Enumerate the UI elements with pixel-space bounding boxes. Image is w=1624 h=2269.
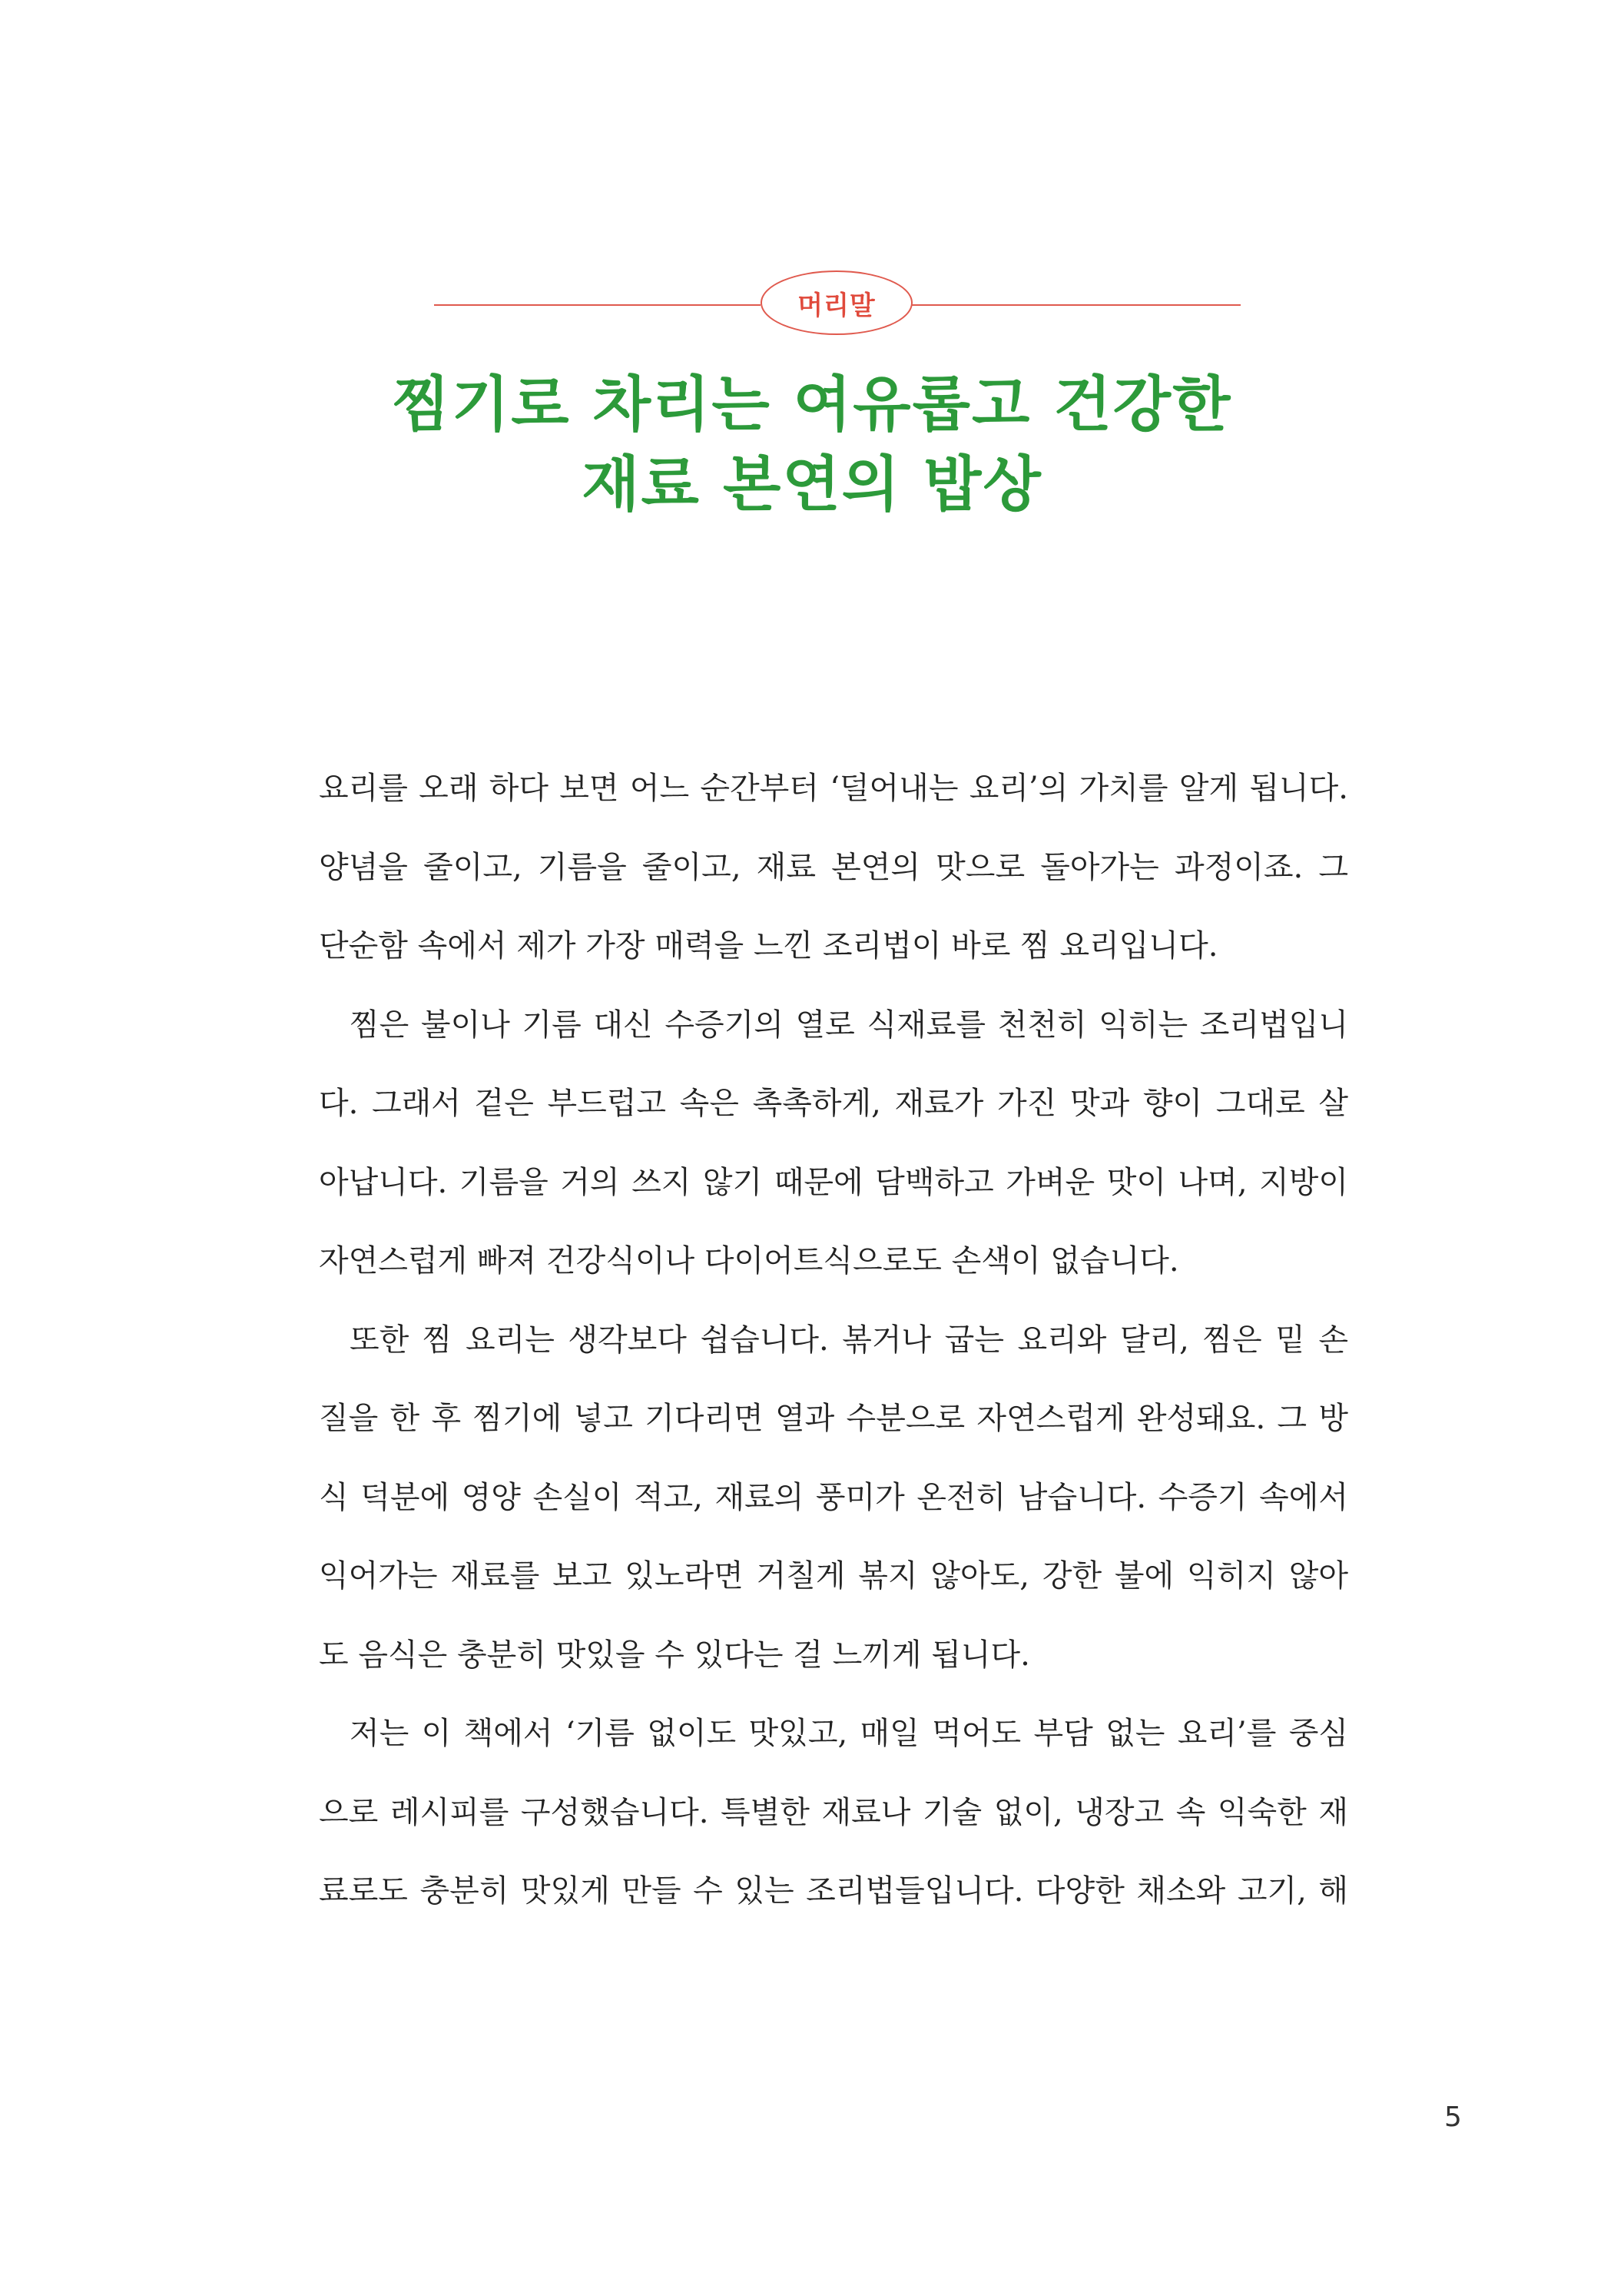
body-line: 요리를 오래 하다 보면 어느 순간부터 ‘덜어내는 요리’의 가치를 알게 됩니다. [319,771,1348,806]
body-line: 다. 그래서 겉은 부드럽고 속은 촉촉하게, 재료가 가진 맛과 향이 그대로 살 [319,1086,1348,1121]
body-line: 저는 이 책에서 ‘기름 없이도 맛있고, 매일 먹어도 부담 없는 요리’를 중심 [350,1716,1348,1751]
body-line: 도 음식은 충분히 맛있을 수 있다는 걸 느끼게 됩니다. [319,1637,1030,1673]
header-rule-left [434,304,761,306]
body-line: 단순함 속에서 제가 가장 매력을 느낀 조리법이 바로 찜 요리입니다. [319,928,1218,964]
body-line: 익어가는 재료를 보고 있노라면 거칠게 볶지 않아도, 강한 불에 익히지 않아 [319,1558,1348,1594]
body-line: 료로도 충분히 맛있게 만들 수 있는 조리법들입니다. 다양한 채소와 고기, 해 [319,1873,1348,1909]
body-line: 으로 레시피를 구성했습니다. 특별한 재료나 기술 없이, 냉장고 속 익숙한 재 [319,1794,1348,1830]
body-line: 아납니다. 기름을 거의 쓰지 않기 때문에 담백하고 가벼운 맛이 나며, 지방이 [319,1164,1348,1200]
body-line: 자연스럽게 빠져 건강식이나 다이어트식으로도 손색이 없습니다. [319,1243,1179,1279]
title-line-1: 찜기로 차리는 여유롭고 건강한 [392,370,1232,440]
body-line: 찜은 불이나 기름 대신 수증기의 열로 식재료를 천천히 익히는 조리법입니 [350,1007,1348,1043]
body-line: 질을 한 후 찜기에 넣고 기다리면 열과 수분으로 자연스럽게 완성돼요. 그 방 [319,1401,1348,1436]
body-line: 식 덕분에 영양 손실이 적고, 재료의 풍미가 온전히 남습니다. 수증기 속에서 [319,1479,1348,1515]
section-label-badge: 머리말 [761,270,913,335]
page-title [0,365,1624,525]
section-header [434,270,1241,340]
page-number: 5 [1444,2101,1462,2133]
body-line: 또한 찜 요리는 생각보다 쉽습니다. 볶거나 굽는 요리와 달리, 찜은 밑 손 [350,1322,1348,1358]
header-rule-right [912,304,1241,306]
body-line: 양념을 줄이고, 기름을 줄이고, 재료 본연의 맛으로 돌아가는 과정이죠. 그 [319,849,1348,885]
title-line-2: 재료 본연의 밥상 [582,450,1042,519]
body-text [319,749,1348,1931]
